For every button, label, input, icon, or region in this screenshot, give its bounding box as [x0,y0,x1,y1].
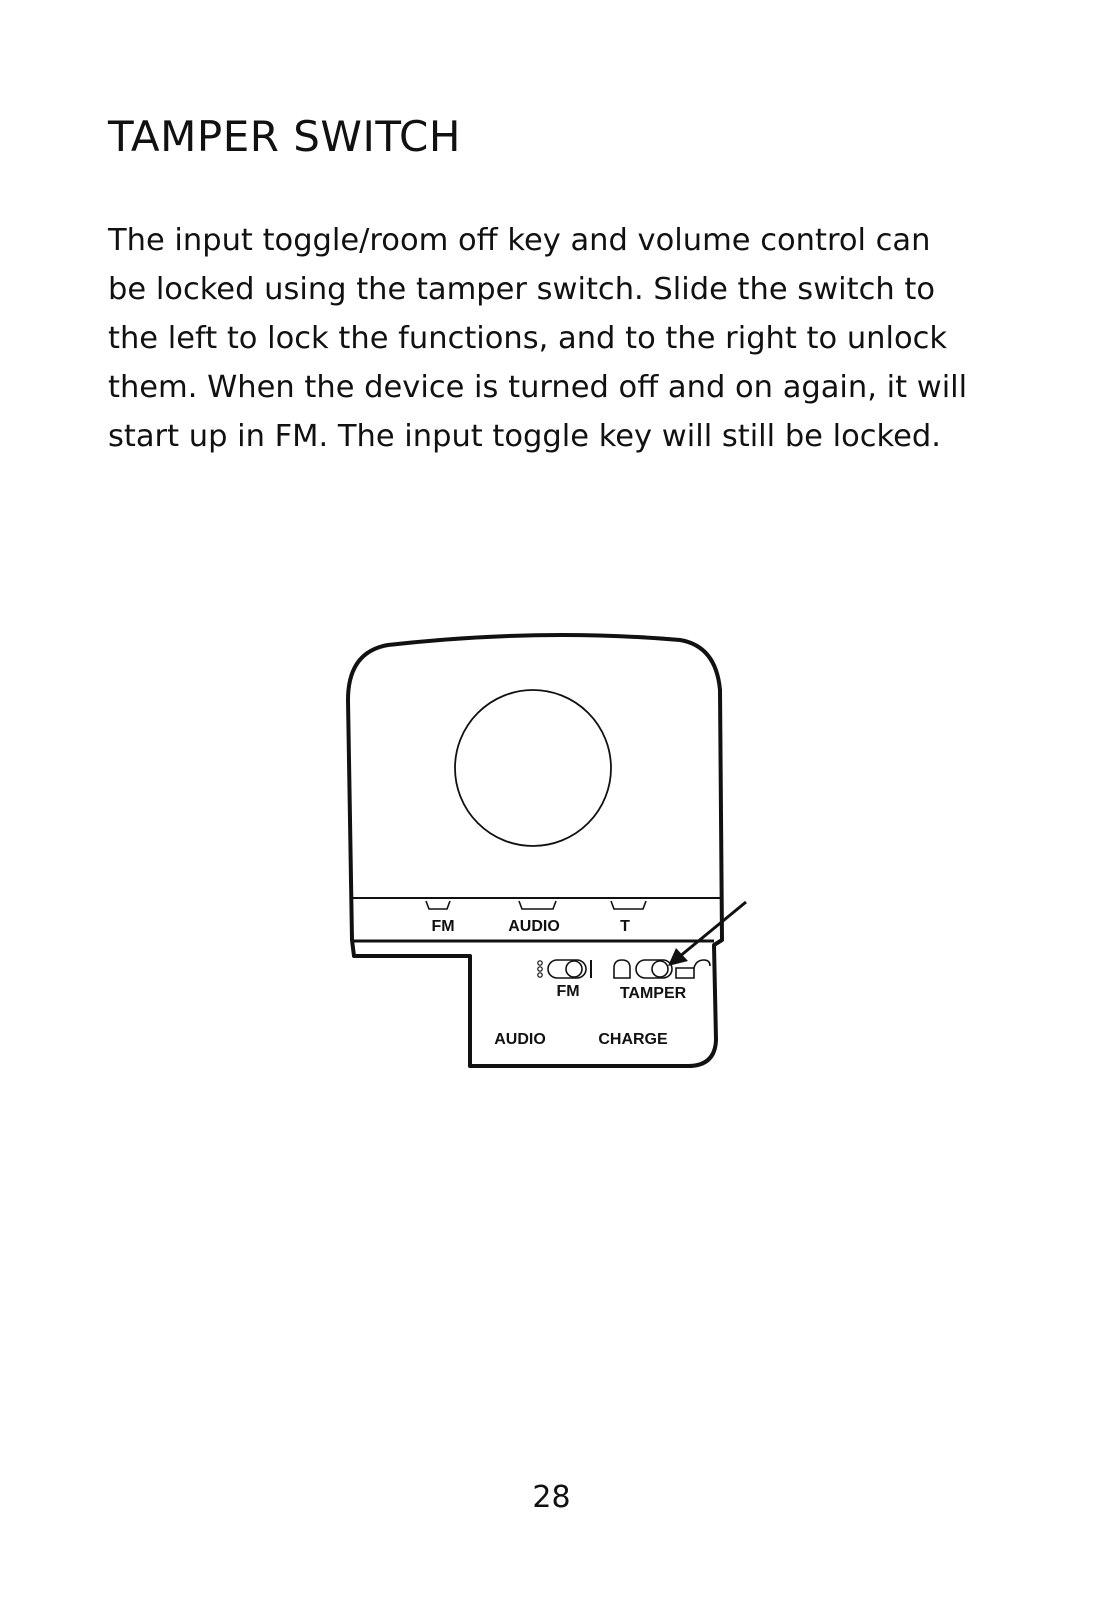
charge-port-label: CHARGE [598,1031,668,1048]
body-line: start up in FM. The input toggle key will still be locked. [108,419,941,454]
audio-indicator-label: AUDIO [508,918,560,935]
fm-switch-track [548,960,586,978]
tamper-switch[interactable] [614,960,710,978]
off-dot-icon [538,961,542,965]
t-indicator [611,901,646,909]
body-line: the left to lock the functions, and to the right to unlock [108,321,948,356]
fm-switch-knob [566,961,582,977]
fm-switch-label: FM [556,983,580,1000]
audio-indicator [519,901,556,909]
t-indicator-label: T [620,918,630,935]
body-line: The input toggle/room off key and volume control can [108,223,931,258]
dial-circle [455,690,611,846]
page-number: 28 [532,1480,571,1515]
lock-closed-icon [614,960,630,978]
body-line: them. When the device is turned off and on again, it will [108,370,968,405]
off-dot-icon [538,967,542,971]
tamper-switch-knob [652,961,668,977]
tamper-switch-label: TAMPER [619,985,687,1002]
audio-port-label: AUDIO [494,1031,546,1048]
fm-indicator-label: FM [431,918,455,935]
off-dot-icon [538,973,542,977]
page-heading: TAMPER SWITCH [108,112,461,161]
fm-switch[interactable] [538,960,591,978]
fm-indicator [426,901,450,909]
body-line: be locked using the tamper switch. Slide the switch to [108,272,935,307]
